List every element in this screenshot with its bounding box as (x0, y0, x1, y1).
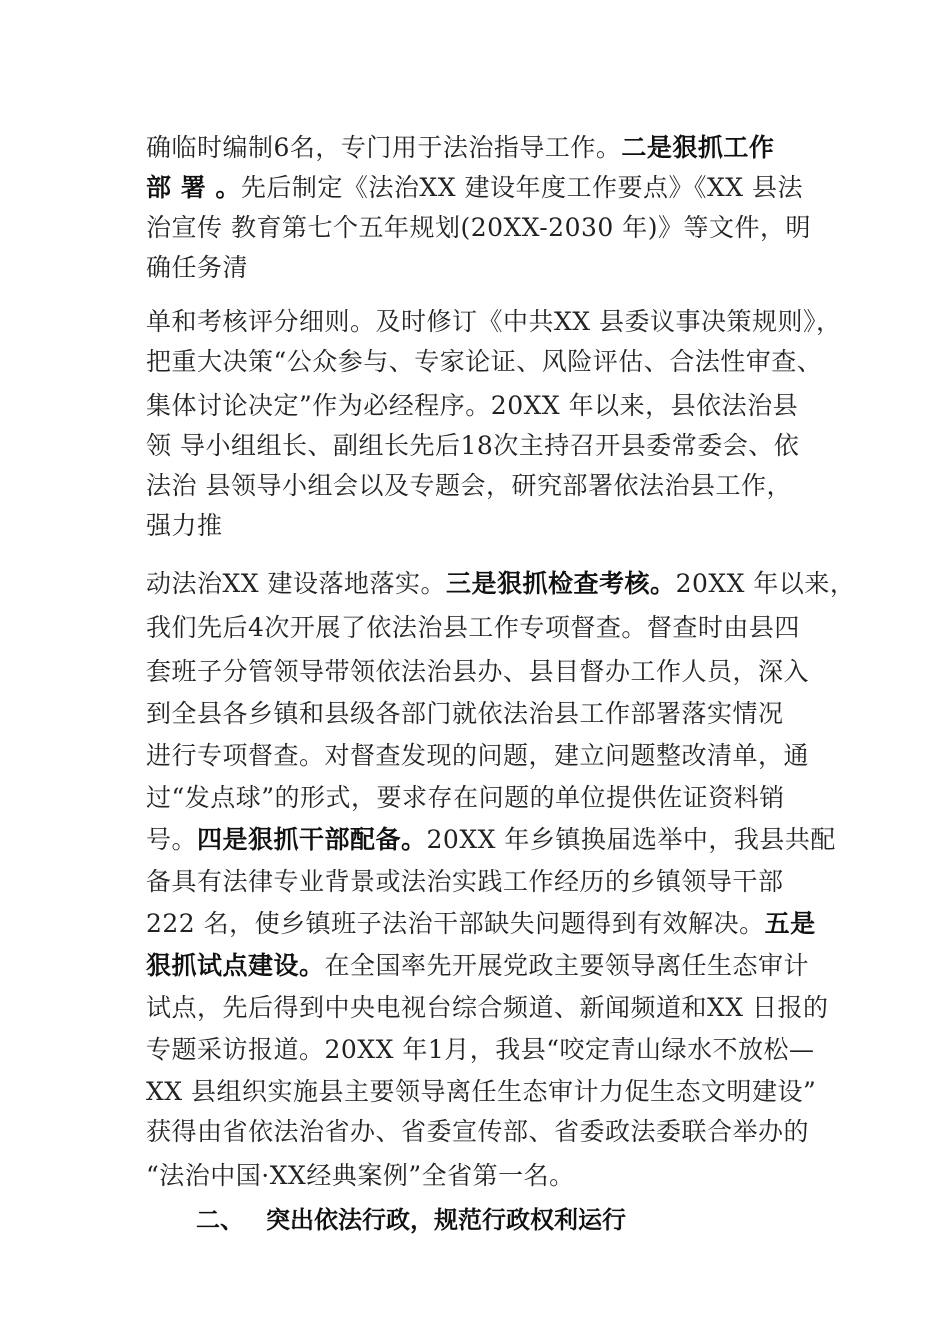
text-run: 号。 (146, 825, 198, 854)
paragraph3-line5: 进行专项督查。对督查发现的问题，建立问题整改清单，通 (146, 741, 810, 770)
bold-text-run: 三是狠抓检查考核。 (446, 569, 676, 598)
paragraph2-line4: 领 导小组组长、副组长先后18次主持召开县委常委会、依 (146, 431, 800, 460)
paragraph1-line4: 确任务清 (146, 253, 249, 282)
paragraph3-line7 (146, 820, 836, 860)
text-run: 确临时编制6名，专门用于法治指导工作。 (146, 133, 622, 162)
paragraph3-line3: 套班子分管领导带领依法治县办、县目督办工作人员，深入 (146, 657, 810, 686)
paragraph3-line4: 到全县各乡镇和县级各部门就依法治县工作部署落实情况 (146, 699, 784, 728)
paragraph3-line10 (146, 946, 809, 986)
bold-text-run: 部 署 。 (146, 173, 241, 202)
section-title: 突出依法行政，规范行政权利运行 (266, 1206, 626, 1234)
paragraph3-line6: 过“发点球”的形式，要求存在问题的单位提供佐证资料销 (146, 783, 785, 812)
paragraph3-line14: 获得由省依法治省办、省委宣传部、省委政法委联合举办的 (146, 1117, 810, 1146)
paragraph3-line2: 我们先后4次开展了依法治县工作专项督查。督查时由县四 (146, 613, 800, 642)
bold-text-run: 五是 (764, 909, 816, 938)
text-run: 20XX 年以来， (675, 569, 856, 598)
paragraph3-line11: 试点，先后得到中央电视台综合频道、新闻频道和XX 日报的 (146, 993, 829, 1022)
paragraph1-line2 (146, 168, 803, 208)
paragraph3-line12: 专题采访报道。20XX 年1月，我县“咬定青山绿水不放松— (146, 1035, 815, 1064)
paragraph2-line1: 单和考核评分细则。及时修订《中共XX 县委议事决策规则》， (146, 307, 842, 336)
text-run: 在全国率先开展党政主要领导离任生态审计 (324, 951, 810, 980)
paragraph3-line8: 备具有法律专业背景或法治实践工作经历的乡镇领导干部 (146, 867, 784, 896)
paragraph2-line5: 法治 县领导小组会以及专题会，研究部署依法治县工作， (146, 471, 792, 500)
paragraph2-line3: 集体讨论决定”作为必经程序。20XX 年以来，县依法治县 (146, 391, 799, 420)
paragraph3-line15: “法治中国·XX经典案例”全省第一名。 (146, 1161, 575, 1190)
paragraph3-line13: XX 县组织实施县主要领导离任生态审计力促生态文明建设” (146, 1077, 817, 1106)
paragraph1-line1 (146, 128, 774, 168)
section-heading (196, 1200, 626, 1240)
text-run: 222 名，使乡镇班子法治干部缺失问题得到有效解决。 (146, 909, 765, 938)
text-run: 20XX 年乡镇换届选举中，我县共配 (426, 825, 836, 854)
text-run: 动法治XX 建设落地落实。 (146, 569, 447, 598)
paragraph2-line2: 把重大决策“公众参与、专家论证、风险评估、合法性审查、 (146, 347, 823, 376)
paragraph2-line6: 强力推 (146, 511, 223, 540)
bold-text-run: 二是狠抓工作 (621, 133, 775, 162)
text-run: 先后制定《法治XX 建设年度工作要点》《XX 县法 (240, 173, 804, 202)
paragraph3-line1 (146, 564, 855, 604)
paragraph1-line3: 治宣传 教育第七个五年规划(20XX-2030 年)》等文件，明 (146, 213, 811, 242)
section-number: 二、 (196, 1206, 244, 1234)
paragraph3-line9 (146, 904, 816, 944)
bold-text-run: 狠抓试点建设。 (146, 951, 325, 980)
bold-text-run: 四是狠抓干部配备。 (197, 825, 427, 854)
